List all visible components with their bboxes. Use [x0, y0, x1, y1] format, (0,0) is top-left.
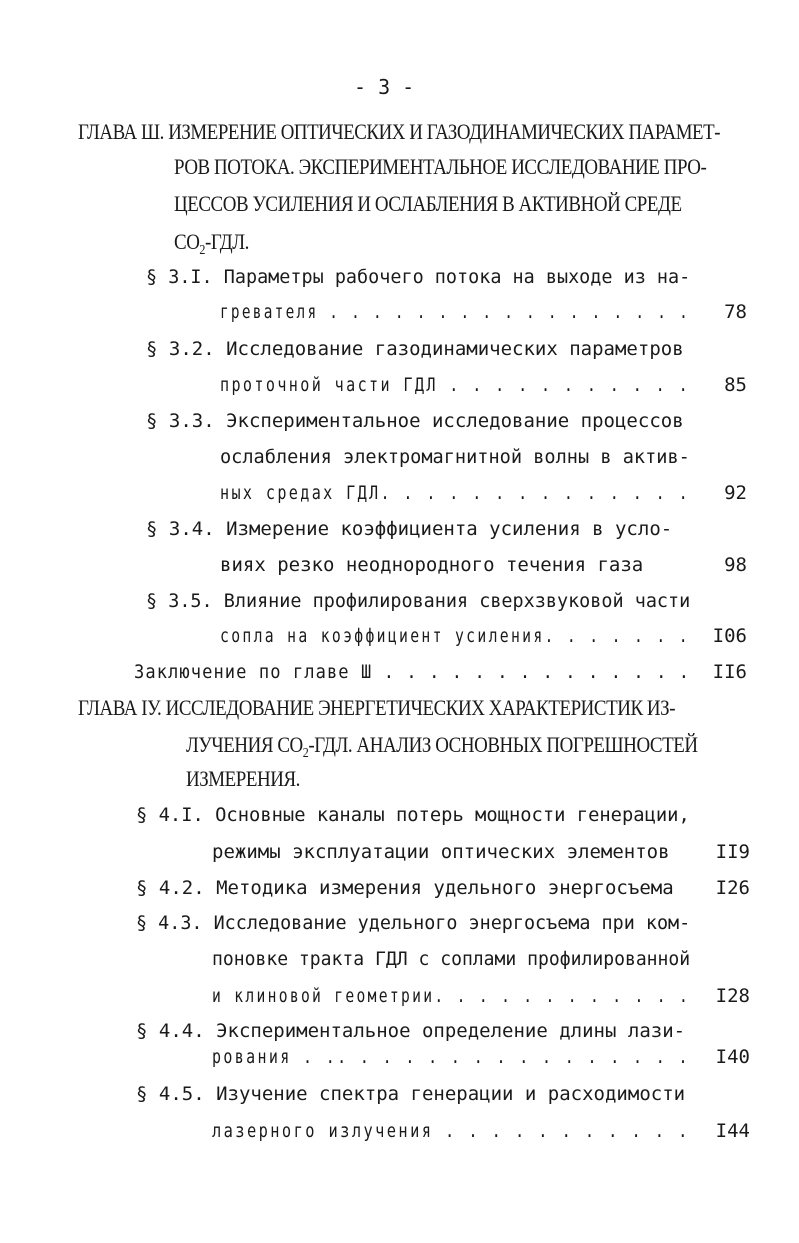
- chapter3-title-line1: ГЛАВА Ш. ИЗМЕРЕНИЕ ОПТИЧЕСКИХ И ГАЗОДИНАМИЧЕСКИХ ПАРАМЕТ-: [78, 119, 721, 144]
- toc-4-5-line1: § 4.5. Изучение спектра генерации и расходимости: [136, 1083, 686, 1105]
- toc-3-1-line1: § 3.I. Параметры рабочего потока на выходе из на-: [146, 266, 691, 288]
- chapter3-title-line2: РОВ ПОТОКА. ЭКСПЕРИМЕНТАЛЬНОЕ ИССЛЕДОВАНИЕ ПРО-: [174, 154, 707, 179]
- chapter3-title-line4: [174, 230, 249, 263]
- toc-3-4-line1: § 3.4. Измерение коэффициента усиления в усло-: [146, 518, 673, 540]
- toc-conclusion: Заключение по главе Ш . . . . . . . . . . . . . .: [134, 661, 691, 683]
- toc-3-3-page: 92: [724, 482, 747, 504]
- toc-3-2-page: 85: [724, 374, 747, 396]
- chapter4-title-line3: ИЗМЕРЕНИЯ.: [186, 766, 300, 791]
- toc-3-5-line2: сопла на коэффициент усиления. . . . . . .: [220, 625, 690, 647]
- chapter3-co-subscript: 2: [199, 243, 206, 258]
- toc-3-3-line2: ослабления электромагнитной волны в актив-: [220, 446, 690, 468]
- page-number: - 3 -: [354, 75, 415, 99]
- toc-3-2-line1: § 3.2. Исследование газодинамических параметров: [146, 338, 684, 360]
- chapter4-co-subscript: 2: [302, 746, 309, 761]
- toc-4-3-line3: и клиновой геометрии. . . . . . . . . . . .: [212, 985, 691, 1007]
- chapter3-title-line3: ЦЕССОВ УСИЛЕНИЯ И ОСЛАБЛЕНИЯ В АКТИВНОЙ СРЕДЕ: [174, 191, 682, 216]
- toc-3-5-page: I06: [712, 625, 747, 647]
- toc-3-4-page: 98: [724, 554, 747, 576]
- chapter4-title-line2: [186, 733, 698, 766]
- toc-4-2-page: I26: [715, 877, 750, 899]
- toc-4-4-line2: рования . .. . . . . . . . . . . . . . . .: [212, 1046, 690, 1068]
- toc-3-4-line2: виях резко неоднородного течения газа: [220, 554, 644, 576]
- chapter3-co: СО: [174, 229, 200, 254]
- toc-3-3-line1: § 3.3. Экспериментальное исследование процессов: [146, 410, 684, 432]
- toc-4-3-page: I28: [715, 985, 750, 1007]
- toc-4-5-page: I44: [715, 1120, 750, 1142]
- toc-4-4-page: I40: [715, 1046, 750, 1068]
- toc-4-5-line2: лазерного излучения . . . . . . . . . . .: [212, 1120, 690, 1142]
- chapter4-title-line1: ГЛАВА IУ. ИССЛЕДОВАНИЕ ЭНЕРГЕТИЧЕСКИХ ХАРАКТЕРИСТИК ИЗ-: [78, 695, 676, 720]
- toc-conclusion-page: II6: [712, 661, 747, 683]
- toc-4-3-line1: § 4.3. Исследование удельного энергосъема при ком-: [136, 912, 691, 934]
- toc-4-1-line2: режимы эксплуатации оптических элементов: [212, 841, 670, 863]
- chapter3-gdl: -ГДЛ.: [205, 229, 249, 254]
- chapter4-co: ЛУЧЕНИЯ СО: [186, 732, 303, 757]
- toc-3-3-line3: ных средах ГДЛ. . . . . . . . . . . . . .: [220, 482, 691, 504]
- toc-3-1-line2: гревателя . . . . . . . . . . . . . . . . .: [220, 301, 691, 323]
- toc-3-2-line2: проточной части ГДЛ . . . . . . . . . . .: [220, 374, 691, 396]
- toc-3-5-line1: § 3.5. Влияние профилирования сверхзвуковой части: [146, 590, 691, 612]
- toc-3-1-page: 78: [724, 301, 747, 323]
- chapter4-title-rest: -ГДЛ. АНАЛИЗ ОСНОВНЫХ ПОГРЕШНОСТЕЙ: [308, 732, 698, 757]
- toc-4-1-page: II9: [715, 841, 750, 863]
- toc-4-4-line1: § 4.4. Экспериментальное определение длины лази-: [136, 1020, 686, 1042]
- toc-4-3-line2: поновке тракта ГДЛ с соплами профилированной: [212, 948, 691, 970]
- toc-4-1-line1: § 4.I. Основные каналы потерь мощности генерации,: [136, 804, 690, 826]
- toc-4-2-line1: § 4.2. Методика измерения удельного энергосъема: [136, 877, 674, 899]
